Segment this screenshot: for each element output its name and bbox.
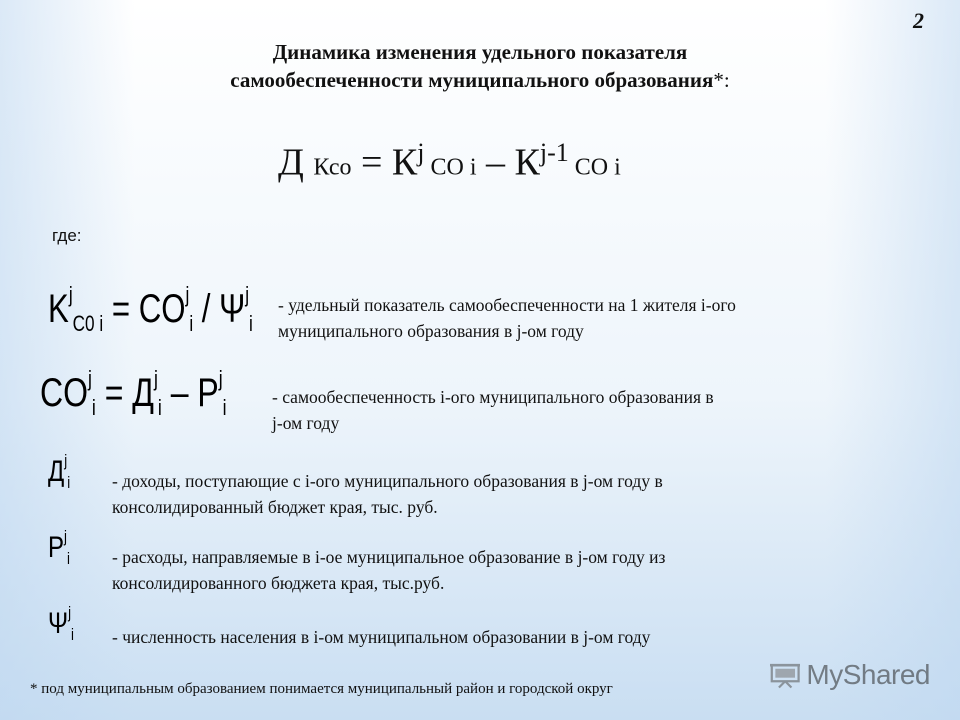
watermark-text: MyShared <box>806 659 930 690</box>
formula-image-p <box>48 528 70 569</box>
formula-k1-sup: j <box>417 138 425 167</box>
formula-part-a-sup: j <box>88 366 92 391</box>
formula-part-a-sup: j <box>64 528 67 546</box>
formula-part-a: Ψ <box>48 606 69 640</box>
formula-part-b: = Д <box>95 370 154 415</box>
formula-part-c: – P <box>161 370 219 415</box>
formula-part-a-sup: j <box>68 604 71 622</box>
main-formula <box>278 138 621 185</box>
definition-line: - численность населения в i-ом муниципальном образовании в j-ом году <box>112 627 651 647</box>
slide-title <box>0 38 960 94</box>
formula-part-a: Д <box>48 454 65 488</box>
formula-part-a-sub: i <box>91 394 96 420</box>
formula-image-d <box>48 452 70 493</box>
formula-k2-sup: j-1 <box>539 138 569 167</box>
formula-part-a: CO <box>40 370 88 415</box>
title-line-2 <box>0 66 960 94</box>
definition-p <box>112 544 665 596</box>
footnote: * под муниципальным образованием понимается муниципальный район и городской округ <box>30 681 613 697</box>
formula-minus: – К <box>486 141 540 184</box>
definition-line: - самообеспеченность i-ого муниципального образования в <box>272 387 714 407</box>
title-footnote-mark: *: <box>713 68 730 92</box>
page-number: 2 <box>913 8 924 33</box>
formula-lhs-sub: Ксо <box>313 154 352 181</box>
formula-part-a-sub: i <box>66 549 70 568</box>
formula-part-b-sub: i <box>189 310 194 336</box>
formula-part-c-sup: j <box>245 282 250 307</box>
formula-part-a-sub: C0 i <box>72 310 104 336</box>
where-label: где: <box>52 226 82 245</box>
formula-part-c-sub: i <box>249 310 253 336</box>
definition-co <box>272 384 714 436</box>
formula-image-psi <box>48 604 74 645</box>
watermark-logo <box>770 655 930 695</box>
definition-d <box>112 468 663 520</box>
formula-part-a: K <box>48 286 69 331</box>
title-line-1: Динамика изменения удельного показателя <box>272 40 688 64</box>
formula-part-b-sup: j <box>185 282 190 307</box>
formula-part-b-sub: i <box>157 394 162 420</box>
definition-k <box>278 292 736 344</box>
formula-part-b-sup: j <box>153 366 158 391</box>
definition-line: j-ом году <box>272 413 340 433</box>
formula-part-a-sub: i <box>71 625 74 644</box>
formula-part-c-sub: i <box>222 394 227 420</box>
formula-part-c-sup: j <box>218 366 223 391</box>
formula-image-k <box>48 282 253 337</box>
definition-line: - расходы, направляемые в i-ое муниципальное образование в j-ом году из <box>112 547 666 567</box>
formula-part-a-sup: j <box>64 452 68 470</box>
presentation-icon <box>770 660 800 690</box>
definition-line: консолидированного бюджета края, тыс.руб. <box>112 573 445 593</box>
formula-part-a-sub: i <box>67 473 71 492</box>
definition-line: - доходы, поступающие с i-ого муниципального образования в j-ом году в <box>112 471 663 491</box>
formula-image-co <box>40 366 227 421</box>
title-line-2-text: самообеспеченности муниципального образования <box>230 68 714 92</box>
formula-part-c: / Ψ <box>193 286 246 331</box>
definition-line: консолидированный бюджет края, тыс. руб. <box>112 497 438 517</box>
definition-psi <box>112 624 650 650</box>
formula-k2-sub: СО i <box>568 154 621 181</box>
formula-lhs: Д <box>278 141 304 184</box>
formula-part-a-sup: j <box>68 282 73 307</box>
formula-part-a: P <box>48 530 65 564</box>
definition-line: муниципального образования в j-ом году <box>278 321 584 341</box>
definition-line: - удельный показатель самообеспеченности на 1 жителя i-ого <box>278 295 736 315</box>
formula-eq: = К <box>360 141 418 184</box>
formula-part-b: = CO <box>103 286 186 331</box>
formula-k1-sub: СО i <box>424 154 477 181</box>
